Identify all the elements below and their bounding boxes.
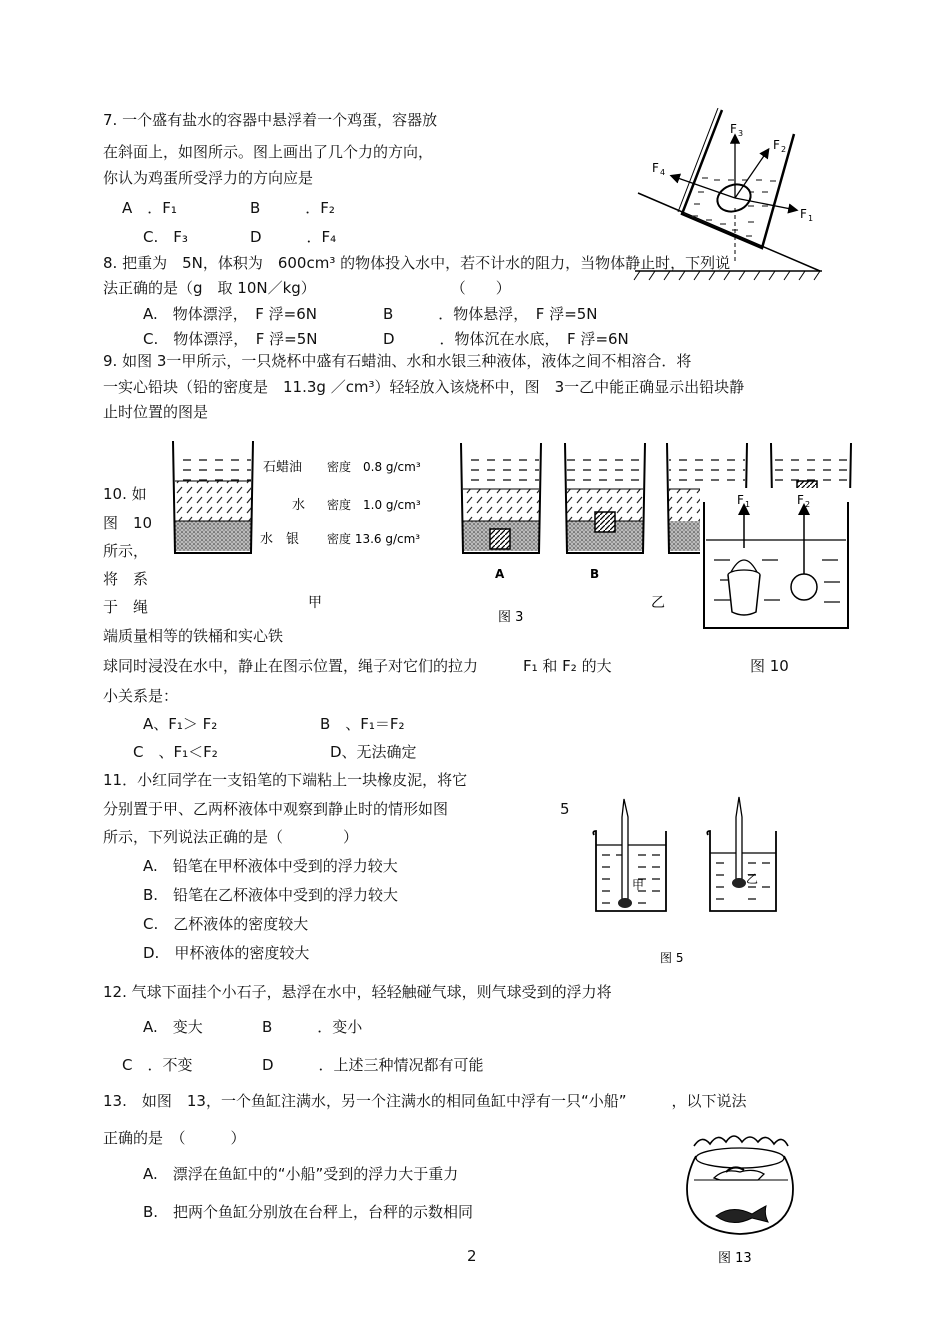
q7-line1: 7. 一个盛有盐水的容器中悬浮着一个鸡蛋，容器放 (103, 111, 438, 129)
fig13-caption: 图 13 (718, 1251, 752, 1266)
q12-line1: 12. 气球下面挂个小石子，悬浮在水中，轻轻触碰气球，则气球受到的浮力将 (103, 983, 612, 1001)
q8-option-c: C. 物体漂浮， F 浮=5N (143, 330, 318, 348)
label-yi-beaker: 乙 (746, 872, 759, 886)
page-number: 2 (467, 1247, 477, 1265)
q12-option-d: D ．上述三种情况都有可能 (262, 1056, 484, 1074)
f2-label: F (773, 138, 780, 152)
fig5-caption: 图 5 (660, 951, 684, 965)
q10-option-d: D、无法确定 (330, 743, 417, 761)
q13-fishbowl-figure (680, 1128, 800, 1268)
q11-line2: 分别置于甲、乙两杯液体中观察到静止时的情形如图 (103, 800, 449, 818)
mercury-density: 密度 13.6 g/cm³ (327, 532, 421, 546)
q10-f2-label: F (797, 493, 804, 507)
q10-option-a: A、F₁＞ F₂ (143, 715, 218, 733)
q11-line1: 11．小红同学在一支铅笔的下端粘上一块橡皮泥，将它 (103, 771, 468, 789)
q11-pencil-figure (580, 795, 780, 975)
oil-density: 密度 0.8 g/cm³ (327, 460, 421, 474)
q12-option-b: B ．变小 (262, 1018, 363, 1036)
q7-line3: 你认为鸡蛋所受浮力的方向应是 (103, 169, 314, 187)
q10-option-c: C 、F₁＜F₂ (133, 743, 218, 761)
q8-option-b: B ．物体悬浮， F 浮=5N (383, 305, 598, 323)
q7-line2: 在斜面上，如图所示。图上画出了几个力的方向， (103, 143, 434, 161)
q8-line2: 法正确的是（g 取 10N／kg） （ ） (103, 279, 511, 297)
q10-line1: 10. 如 (103, 485, 147, 503)
q10-option-b: B 、F₁＝F₂ (320, 715, 405, 733)
q10-f2-subscript: 2 (805, 500, 811, 509)
label-jia: 甲 (308, 595, 322, 611)
fig10-caption: 图 10 (750, 657, 789, 675)
q7-option-d: D ．F₄ (250, 228, 337, 246)
q8-line1: 8. 把重为 5N，体积为 600cm³ 的物体投入水中，若不计水的阻力，当物体静止时，下列说 (103, 254, 731, 272)
f1-label: F (800, 207, 807, 221)
f4-subscript: 4 (660, 168, 666, 177)
q12-option-a: A. 变大 (143, 1018, 203, 1036)
q13-line1: 13. 如图 13，一个鱼缸注满水，另一个注满水的相同鱼缸中浮有一只“小船” ，以下说法 (103, 1092, 747, 1110)
q11-option-a: A. 铅笔在甲杯液体中受到的浮力较大 (143, 857, 398, 875)
label-jia-beaker: 甲 (632, 878, 645, 892)
water-name: 水 (292, 498, 306, 513)
f4-label: F (652, 161, 659, 175)
fig3-caption: 图 3 (498, 610, 524, 625)
q7-option-b: B ．F₂ (250, 199, 335, 217)
q7-option-a: A ．F₁ (122, 199, 177, 217)
q10-line7: 球同时浸没在水中，静止在图示位置，绳子对它们的拉力 F₁ 和 F₂ 的大 (103, 657, 612, 675)
q8-option-d: D ．物体沉在水底， F 浮=6N (383, 330, 629, 348)
label-yi: 乙 (651, 595, 665, 611)
f1-subscript: 1 (808, 214, 814, 223)
q7-option-c: C. F₃ (143, 228, 188, 246)
q12-option-c: C ．不变 (122, 1056, 193, 1074)
q8-option-a: A. 物体漂浮， F 浮=6N (143, 305, 317, 323)
mercury-name: 水 银 (260, 532, 300, 547)
q13-option-a: A. 漂浮在鱼缸中的“小船”受到的浮力大于重力 (143, 1165, 459, 1183)
q11-option-b: B. 铅笔在乙杯液体中受到的浮力较大 (143, 886, 399, 904)
q9-line2: 一实心铅块（铅的密度是 11.3g ／cm³）轻轻放入该烧杯中，图 3一乙中能正确显示出铅块静 (103, 378, 745, 396)
oil-name: 石蜡油 (263, 460, 303, 475)
q11-line3: 所示，下列说法正确的是（ ） (103, 828, 359, 846)
label-b: B (590, 567, 600, 581)
q10-line8: 小关系是： (103, 687, 179, 705)
water-density: 密度 1.0 g/cm³ (327, 498, 421, 512)
f3-subscript: 3 (738, 129, 744, 138)
label-a: A (495, 567, 505, 581)
q9-line3: 止时位置的图是 (103, 403, 209, 421)
q10-f1-label: F (737, 493, 744, 507)
q10-tank-figure (700, 488, 852, 633)
q13-option-b: B. 把两个鱼缸分别放在台秤上，台秤的示数相同 (143, 1203, 474, 1221)
q10-line6: 端质量相等的铁桶和实心铁 (103, 627, 284, 645)
q11-fig-number: 5 (560, 800, 570, 818)
q10-line3: 所示， (103, 542, 149, 560)
q11-option-c: C. 乙杯液体的密度较大 (143, 915, 309, 933)
q10-f1-subscript: 1 (745, 500, 751, 509)
q10-line2: 图 10 (103, 514, 153, 532)
f2-subscript: 2 (781, 145, 787, 154)
q10-line5: 于 绳 (103, 598, 149, 616)
q11-option-d: D. 甲杯液体的密度较大 (143, 944, 310, 962)
q13-line2: 正确的是 （ ） (103, 1129, 246, 1147)
q9-line1: 9. 如图 3一甲所示，一只烧杯中盛有石蜡油、水和水银三种液体，液体之间不相溶合．将 (103, 352, 692, 370)
q10-line4: 将 系 (103, 570, 149, 588)
f3-label: F (730, 122, 737, 136)
